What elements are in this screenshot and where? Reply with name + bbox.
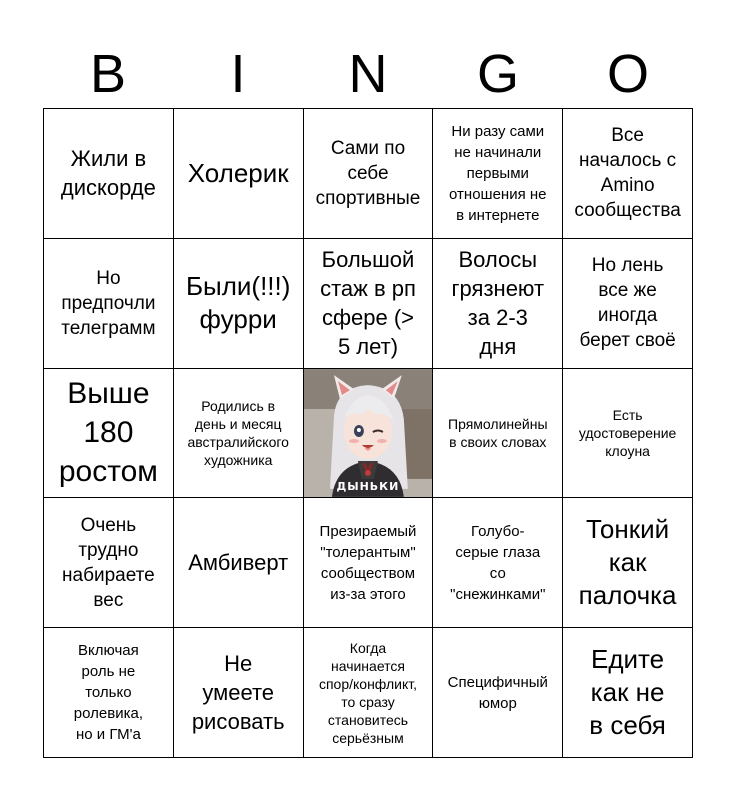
bingo-cell[interactable]: Жили в дискорде [44, 109, 174, 239]
free-space-caption: ДЫНЬКИ [336, 479, 399, 493]
bingo-cell[interactable]: Когда начинается спор/конфликт, то сразу становитесь серьёзным [304, 628, 434, 758]
bingo-cell[interactable]: Выше 180 ростом [44, 369, 174, 499]
title-letter-g: G [476, 44, 519, 104]
title-letter-b: B [89, 44, 127, 104]
title-letter-n: N [348, 44, 388, 104]
title-letter-o: O [606, 44, 649, 104]
bingo-cell[interactable]: Включая роль не только ролевика, но и ГМ'а [44, 628, 174, 758]
bingo-cell[interactable]: Все началось с Amino сообщества [563, 109, 693, 239]
bingo-cell[interactable]: Холерик [174, 109, 304, 239]
bingo-cell[interactable]: Были(!!!) фурри [174, 239, 304, 369]
bingo-cell[interactable]: Большой стаж в рп сфере (> 5 лет) [304, 239, 434, 369]
bingo-title [43, 40, 693, 108]
bingo-board [43, 108, 693, 758]
bingo-cell[interactable]: Родились в день и месяц австралийского художника [174, 369, 304, 499]
bingo-cell[interactable]: Амбиверт [174, 498, 304, 628]
bingo-cell[interactable]: Есть удостоверение клоуна [563, 369, 693, 499]
bingo-cell[interactable]: Специфичный юмор [433, 628, 563, 758]
title-letter-i: I [230, 44, 246, 104]
bingo-cell[interactable]: Презираемый "толерантым" сообществом из-за этого [304, 498, 434, 628]
bingo-cell[interactable]: Волосы грязнеют за 2-3 дня [433, 239, 563, 369]
bingo-cell[interactable]: Очень трудно набираете вес [44, 498, 174, 628]
bingo-cell[interactable]: Ни разу сами не начинали первыми отношения не в интернете [433, 109, 563, 239]
free-space-cell[interactable] [304, 369, 434, 499]
bingo-cell[interactable]: Не умеете рисовать [174, 628, 304, 758]
bingo-cell[interactable]: Сами по себе спортивные [304, 109, 434, 239]
character-portrait-image [304, 369, 433, 498]
bingo-cell[interactable]: Но лень все же иногда берет своё [563, 239, 693, 369]
bingo-cell[interactable]: Тонкий как палочка [563, 498, 693, 628]
bingo-cell[interactable]: Прямолинейны в своих словах [433, 369, 563, 499]
bingo-cell[interactable]: Голубо- серые глаза со "снежинками" [433, 498, 563, 628]
bingo-cell[interactable]: Но предпочли телеграмм [44, 239, 174, 369]
bingo-cell[interactable]: Едите как не в себя [563, 628, 693, 758]
